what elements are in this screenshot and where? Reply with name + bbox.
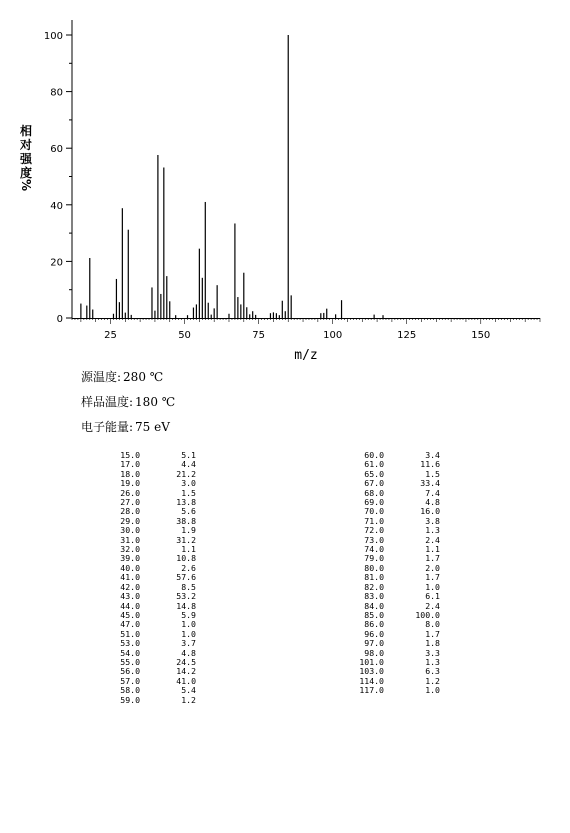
- peak-abundance: 5.4: [181, 685, 196, 696]
- y-label-char: 相: [20, 124, 33, 138]
- peak-abundance: 1.0: [181, 619, 196, 630]
- peak-abundance: 5.6: [181, 506, 196, 517]
- peak-mz: 29.0: [120, 515, 140, 526]
- peak-abundance: 8.5: [181, 581, 196, 592]
- y-tick-label: 100: [43, 31, 63, 42]
- x-tick-label: 25: [104, 330, 117, 341]
- peak-abundance: 1.0: [425, 685, 440, 696]
- peak-mz: 98.0: [364, 647, 384, 658]
- peak-abundance: 3.3: [425, 647, 440, 658]
- peak-mz: 65.0: [364, 468, 384, 479]
- y-tick-label: 60: [50, 144, 63, 156]
- peak-mz: 71.0: [364, 515, 384, 526]
- peak-abundance: 1.5: [425, 468, 440, 479]
- condition-value: 180 ℃: [135, 395, 176, 409]
- peak-mz: 61.0: [364, 459, 384, 470]
- peak-mz: 69.0: [364, 497, 384, 508]
- peak-abundance: 57.6: [176, 572, 196, 583]
- peak-mz: 47.0: [120, 619, 140, 630]
- peak-abundance: 6.3: [425, 666, 440, 677]
- peak-abundance: 33.4: [420, 478, 440, 489]
- peak-abundance: 1.7: [425, 572, 440, 583]
- x-tick-label: 50: [178, 330, 191, 341]
- peak-mz: 60.0: [364, 450, 384, 460]
- peak-mz: 39.0: [120, 553, 140, 564]
- peak-mz: 44.0: [120, 600, 140, 611]
- peak-abundance: 1.0: [425, 581, 440, 592]
- peak-abundance: 1.3: [425, 656, 440, 667]
- peak-abundance: 1.2: [425, 675, 440, 686]
- peak-mz: 51.0: [120, 628, 140, 639]
- y-tick-label: 0: [56, 314, 63, 325]
- peak-mz: 55.0: [120, 656, 140, 667]
- electron-energy: [81, 418, 170, 435]
- peak-abundance: 3.0: [181, 478, 196, 489]
- peak-mz: 30.0: [120, 525, 140, 536]
- peak-abundance: 1.8: [425, 638, 440, 649]
- peak-abundance: 1.9: [181, 525, 196, 536]
- peak-abundance: 3.4: [425, 450, 440, 460]
- peak-abundance: 2.4: [425, 600, 440, 611]
- peak-abundance: 1.5: [181, 487, 196, 498]
- peak-mz: 70.0: [364, 506, 384, 517]
- peak-abundance: 16.0: [420, 506, 440, 517]
- x-axis-label: m/z: [294, 348, 318, 363]
- peak-abundance: 14.2: [176, 666, 196, 677]
- x-tick-label: 125: [397, 330, 417, 341]
- y-label-char: 度: [20, 166, 33, 180]
- peak-mz: 101.0: [359, 656, 384, 667]
- peak-mz: 85.0: [364, 609, 384, 620]
- mass-spectrum-chart: [0, 0, 570, 370]
- peak-mz: 17.0: [120, 459, 140, 470]
- y-tick-label: 80: [50, 87, 63, 99]
- peak-abundance: 5.1: [181, 450, 196, 460]
- peak-abundance: 10.8: [176, 553, 196, 564]
- peak-abundance: 1.1: [181, 544, 196, 555]
- peak-mz: 19.0: [120, 478, 140, 489]
- peak-mz: 40.0: [120, 562, 140, 573]
- peak-abundance: 1.0: [181, 628, 196, 639]
- peak-mz: 96.0: [364, 628, 384, 639]
- peak-abundance: 53.2: [176, 591, 196, 602]
- y-label-char: %: [19, 179, 33, 192]
- peak-abundance: 1.7: [425, 553, 440, 564]
- y-tick-label: 40: [50, 200, 63, 212]
- peak-mz: 41.0: [120, 572, 140, 583]
- peak-mz: 57.0: [120, 675, 140, 686]
- x-tick-label: 150: [471, 330, 491, 341]
- peak-mz: 74.0: [364, 544, 384, 555]
- peak-abundance: 5.9: [181, 609, 196, 620]
- peak-abundance: 14.8: [176, 600, 196, 611]
- peak-abundance: 1.7: [425, 628, 440, 639]
- peak-abundance: 4.4: [181, 459, 196, 470]
- source-temperature: [81, 368, 163, 385]
- peak-mz: 73.0: [364, 534, 384, 545]
- peak-abundance: 41.0: [176, 675, 196, 686]
- peak-mz: 80.0: [364, 562, 384, 573]
- peak-mz: 31.0: [120, 534, 140, 545]
- peak-mz: 86.0: [364, 619, 384, 630]
- peak-mz: 54.0: [120, 647, 140, 658]
- peak-abundance: 6.1: [425, 591, 440, 602]
- peak-abundance: 100.0: [415, 609, 440, 620]
- sample-temperature: [81, 393, 175, 410]
- peak-abundance: 38.8: [176, 515, 196, 526]
- peak-mz: 72.0: [364, 525, 384, 536]
- peak-mz: 103.0: [359, 666, 384, 677]
- peak-abundance: 3.8: [425, 515, 440, 526]
- y-label-char: 对: [20, 138, 33, 152]
- peak-mz: 82.0: [364, 581, 384, 592]
- peak-abundance: 4.8: [425, 497, 440, 508]
- condition-label: 源温度:: [81, 370, 122, 384]
- y-tick-label: 20: [50, 257, 63, 269]
- peak-mz: 84.0: [364, 600, 384, 611]
- peak-row: [344, 686, 440, 695]
- peak-mz: 43.0: [120, 591, 140, 602]
- condition-value: 280 ℃: [123, 370, 164, 384]
- peak-mz: 117.0: [359, 685, 384, 696]
- peak-table-left: [100, 451, 196, 705]
- peak-abundance: 21.2: [176, 468, 196, 479]
- peak-mz: 81.0: [364, 572, 384, 583]
- x-axis-ticks: [72, 318, 540, 341]
- peak-abundance: 7.4: [425, 487, 440, 498]
- peak-mz: 79.0: [364, 553, 384, 564]
- peak-abundance: 8.0: [425, 619, 440, 630]
- peak-abundance: 2.6: [181, 562, 196, 573]
- peak-mz: 15.0: [120, 450, 140, 460]
- peak-row: [100, 696, 196, 705]
- peak-mz: 28.0: [120, 506, 140, 517]
- condition-value: 75 eV: [135, 420, 170, 434]
- peak-abundance: 11.6: [420, 459, 440, 470]
- peak-mz: 53.0: [120, 638, 140, 649]
- y-label-char: 强: [20, 152, 33, 166]
- y-axis-ticks: [44, 31, 72, 325]
- peak-mz: 68.0: [364, 487, 384, 498]
- peak-abundance: 2.0: [425, 562, 440, 573]
- peak-mz: 56.0: [120, 666, 140, 677]
- condition-label: 样品温度:: [81, 395, 134, 409]
- condition-label: 电子能量:: [81, 420, 134, 434]
- spectrum-peaks: [81, 35, 383, 318]
- peak-abundance: 1.1: [425, 544, 440, 555]
- peak-abundance: 31.2: [176, 534, 196, 545]
- peak-mz: 42.0: [120, 581, 140, 592]
- peak-abundance: 1.2: [181, 694, 196, 705]
- peak-mz: 32.0: [120, 544, 140, 555]
- peak-abundance: 2.4: [425, 534, 440, 545]
- peak-mz: 67.0: [364, 478, 384, 489]
- peak-mz: 45.0: [120, 609, 140, 620]
- peak-mz: 27.0: [120, 497, 140, 508]
- x-tick-label: 100: [323, 330, 343, 341]
- peak-mz: 97.0: [364, 638, 384, 649]
- peak-abundance: 4.8: [181, 647, 196, 658]
- peak-mz: 83.0: [364, 591, 384, 602]
- peak-abundance: 24.5: [176, 656, 196, 667]
- peak-table-right: [344, 451, 440, 696]
- x-tick-label: 75: [252, 330, 265, 341]
- peak-mz: 26.0: [120, 487, 140, 498]
- peak-abundance: 13.8: [176, 497, 196, 508]
- peak-abundance: 3.7: [181, 638, 196, 649]
- peak-abundance: 1.3: [425, 525, 440, 536]
- peak-mz: 59.0: [120, 694, 140, 705]
- peak-mz: 114.0: [359, 675, 384, 686]
- peak-mz: 18.0: [120, 468, 140, 479]
- peak-mz: 58.0: [120, 685, 140, 696]
